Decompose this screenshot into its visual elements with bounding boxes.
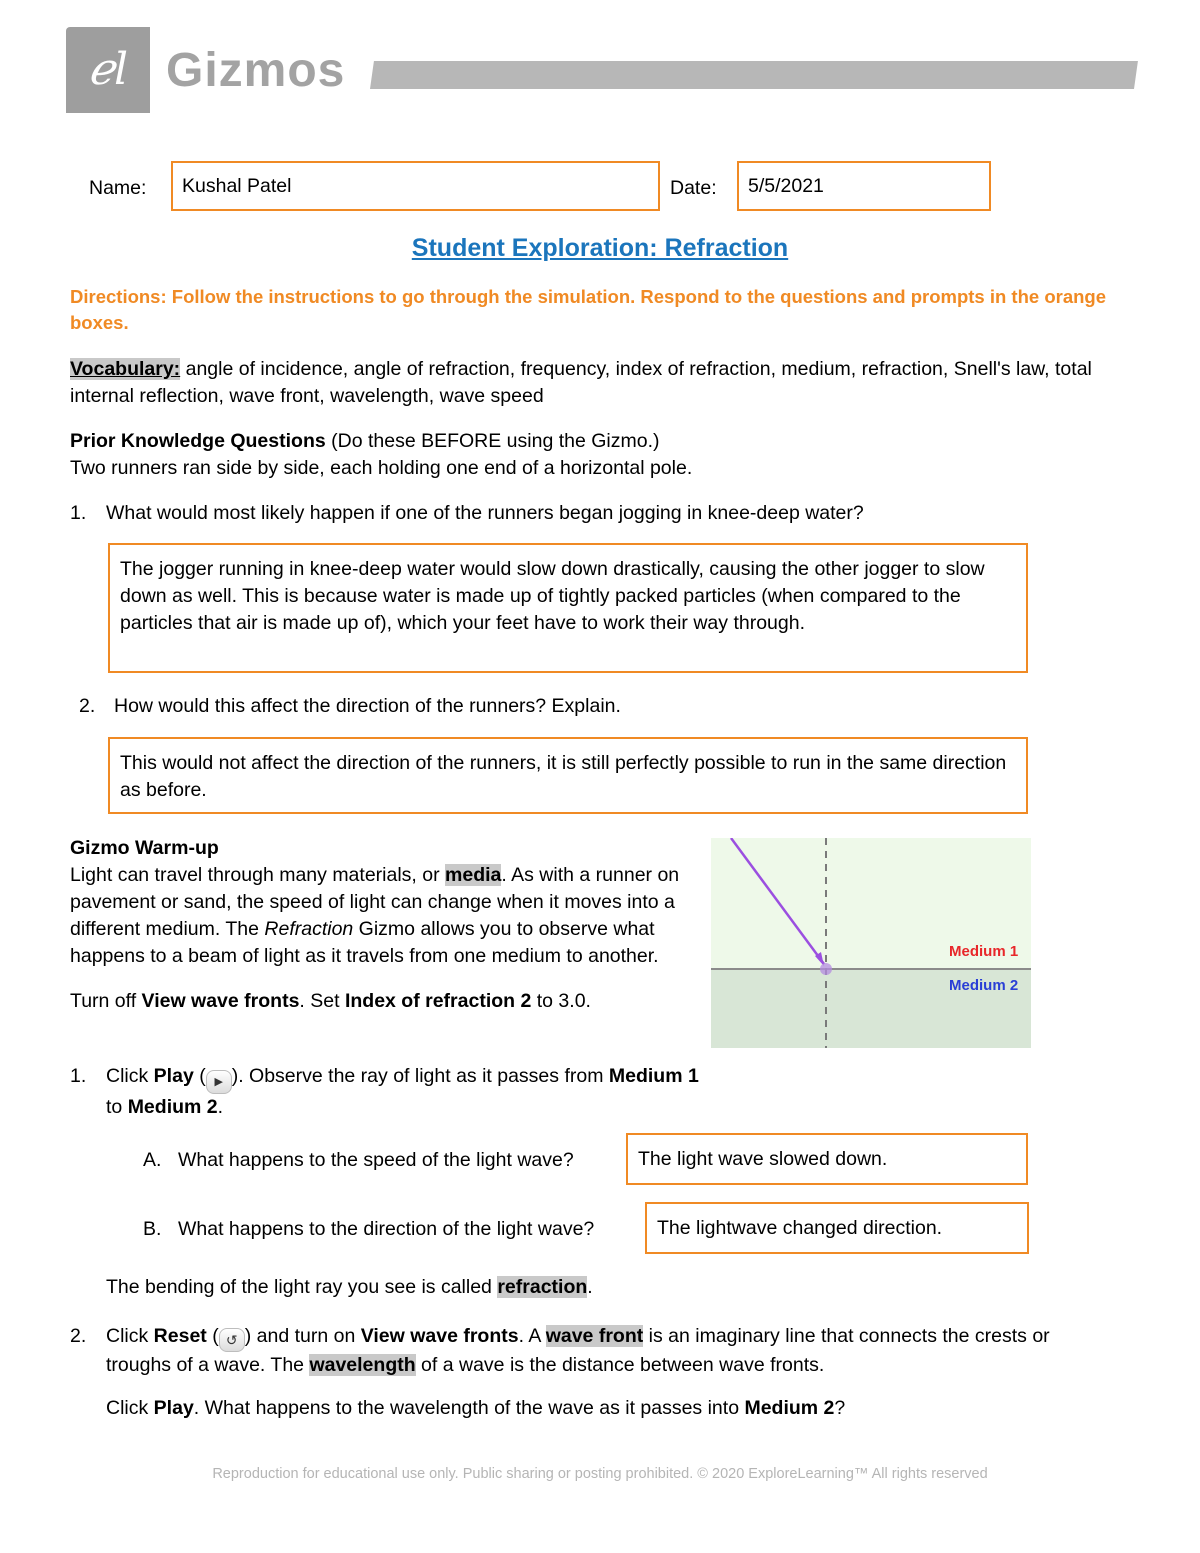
refraction-statement xyxy=(106,1274,1126,1301)
prior-answer-2[interactable] xyxy=(108,737,1028,814)
step-text: to xyxy=(106,1096,128,1118)
medium-2-term: Medium 2 xyxy=(744,1397,835,1419)
setup-text: Turn off xyxy=(70,990,142,1012)
question-b: What happens to the direction of the light wave? xyxy=(178,1218,595,1240)
step-text: ). Observe the ray of light as it passes from xyxy=(231,1065,609,1087)
question-b-letter: B. xyxy=(143,1218,162,1240)
warmup-section xyxy=(70,835,695,1015)
prior-q1: What would most likely happen if one of the runners began jogging in knee-deep water? xyxy=(106,502,864,524)
prompt-text: . What happens to the wavelength of the wave as it passes into xyxy=(193,1397,745,1419)
refraction-simulation-image xyxy=(711,838,1031,1048)
step-text: Click xyxy=(106,1065,154,1087)
view-wave-fronts-term: View wave fronts xyxy=(360,1325,519,1347)
reset-button-icon: ↺ xyxy=(219,1328,245,1352)
step-text: ) and turn on xyxy=(244,1325,361,1347)
warmup-text: Gizmo allows you to observe what happens to a beam of light as it travels from one medium to another. xyxy=(70,918,659,967)
statement-text: The bending of the light ray you see is called xyxy=(106,1276,498,1298)
step-2-number: 2. xyxy=(70,1325,87,1347)
medium-2-term: Medium 2 xyxy=(127,1096,218,1118)
date-value: 5/5/2021 xyxy=(748,175,824,197)
step-text: . xyxy=(217,1096,224,1118)
vocabulary-label: Vocabulary: xyxy=(70,358,181,380)
footer-copyright: Reproduction for educational use only. Public sharing or posting prohibited. © 2020 ExploreLearning™ All rights reserved xyxy=(212,1466,988,1482)
vocabulary-text: angle of incidence, angle of refraction, frequency, index of refraction, medium, refraction, Snell's law, total internal reflection, wave front, wavelength, wave speed xyxy=(70,358,1092,407)
prior-q1-number: 1. xyxy=(70,502,87,524)
explorelearning-logo xyxy=(66,27,150,113)
warmup-text: . As with a runner on pavement or sand, the speed of light can change when it moves into a different medium. The xyxy=(70,864,680,940)
answer-a-text: The light wave slowed down. xyxy=(638,1148,888,1170)
term-media: media xyxy=(445,864,502,886)
prior-heading-note: (Do these BEFORE using the Gizmo.) xyxy=(325,430,660,452)
answer-b-text: The lightwave changed direction. xyxy=(657,1217,943,1239)
medium-1-label: Medium 1 xyxy=(949,943,1019,960)
medium-1-term: Medium 1 xyxy=(608,1065,699,1087)
step-text: . A xyxy=(518,1325,546,1347)
medium-2-label: Medium 2 xyxy=(949,977,1019,994)
setup-text: . Set xyxy=(299,990,345,1012)
question-a: What happens to the speed of the light wave? xyxy=(178,1149,574,1171)
prior-q2-number: 2. xyxy=(79,695,96,717)
prior-knowledge xyxy=(70,428,1130,482)
reset-term: Reset xyxy=(153,1325,207,1347)
step-text: Click xyxy=(106,1325,154,1347)
answer-b[interactable] xyxy=(645,1202,1029,1254)
step-text: ( xyxy=(206,1325,219,1347)
step-text: of a wave is the distance between wave fronts. xyxy=(415,1354,825,1376)
prior-heading: Prior Knowledge Questions xyxy=(70,430,326,452)
prior-answer-1-text: The jogger running in knee-deep water would slow down drastically, causing the other jogger to slow down as well. This is because water is made up of tightly packed particles (when compared to the particles that air is made up of), which your feet have to work their way through. xyxy=(120,558,985,634)
warmup-heading: Gizmo Warm-up xyxy=(70,837,219,859)
step-text: is an imaginary line that connects the crests or troughs of a wave. The xyxy=(106,1325,1050,1376)
directions: Directions: Follow the instructions to go through the simulation. Respond to the questions and prompts in the orange boxes. xyxy=(70,286,1106,333)
index-of-refraction-term: Index of refraction 2 xyxy=(344,990,532,1012)
statement-text: . xyxy=(587,1276,593,1298)
term-refraction: refraction xyxy=(497,1276,588,1298)
logo-glyph: ℯl xyxy=(87,44,129,95)
step-2-prompt xyxy=(106,1395,1116,1422)
prompt-text: ? xyxy=(834,1397,846,1419)
name-field[interactable] xyxy=(171,161,660,211)
warmup-text: Light can travel through many materials, or xyxy=(70,864,446,886)
gizmo-name: Refraction xyxy=(264,918,354,940)
question-a-letter: A. xyxy=(143,1149,162,1171)
step-2-text xyxy=(106,1323,1116,1379)
name-label: Name: xyxy=(89,177,147,199)
prior-intro: Two runners ran side by side, each holding one end of a horizontal pole. xyxy=(70,457,693,479)
vocabulary xyxy=(70,356,1130,410)
term-wavelength: wavelength xyxy=(309,1354,416,1376)
step-1-number: 1. xyxy=(70,1065,87,1087)
page-title: Student Exploration: Refraction xyxy=(411,234,789,262)
step-text: ( xyxy=(193,1065,206,1087)
date-field[interactable] xyxy=(737,161,991,211)
date-label: Date: xyxy=(670,177,717,199)
setup-text: to 3.0. xyxy=(531,990,591,1012)
view-wave-fronts-term: View wave fronts xyxy=(141,990,300,1012)
warmup-paragraph xyxy=(70,862,695,970)
incidence-point xyxy=(820,963,832,975)
prior-answer-1[interactable] xyxy=(108,543,1028,673)
step-1-text xyxy=(106,1063,706,1121)
answer-a[interactable] xyxy=(626,1133,1028,1185)
play-term: Play xyxy=(153,1397,194,1419)
warmup-setup xyxy=(70,988,695,1015)
prior-q2: How would this affect the direction of the runners? Explain. xyxy=(114,695,621,717)
header-bar xyxy=(370,61,1138,89)
brand-name: Gizmos xyxy=(166,44,346,97)
play-button-icon: ▶ xyxy=(206,1070,232,1094)
prior-answer-2-text: This would not affect the direction of the runners, it is still perfectly possible to run in the same direction as before. xyxy=(120,752,1007,801)
name-value: Kushal Patel xyxy=(182,175,292,197)
term-wave-front: wave front xyxy=(545,1325,644,1347)
prompt-text: Click xyxy=(106,1397,154,1419)
play-term: Play xyxy=(153,1065,194,1087)
